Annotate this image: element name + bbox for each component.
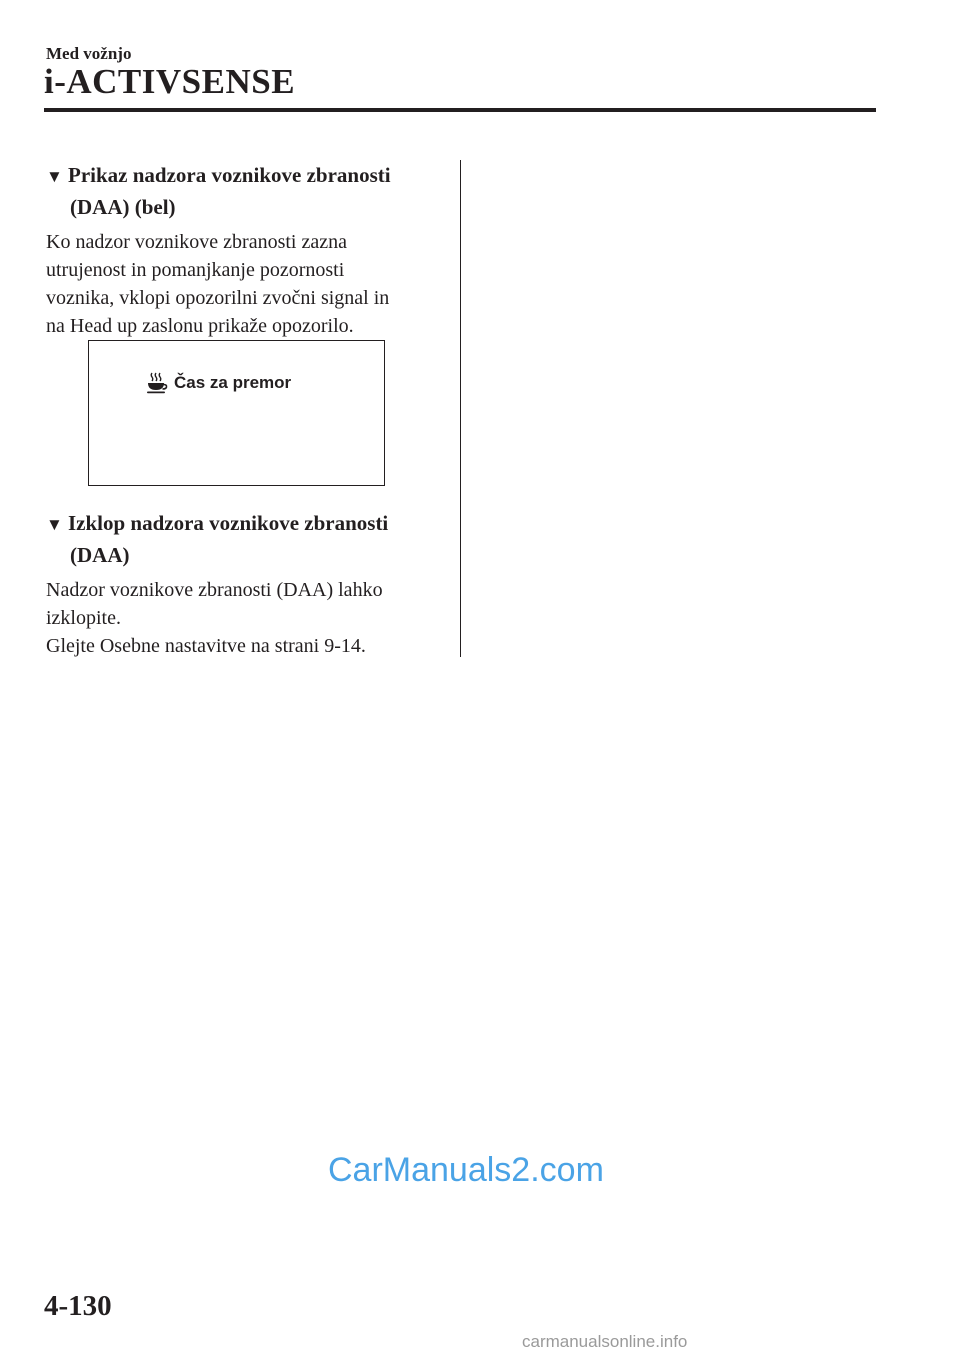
heading-daa-off xyxy=(46,508,388,570)
heading-line-1: Izklop nadzora voznikove zbranosti xyxy=(68,511,389,535)
coffee-cup-icon xyxy=(145,371,169,395)
hud-message-text: Čas za premor xyxy=(174,373,292,392)
watermark-text: CarManuals2.com xyxy=(328,1151,604,1189)
paragraph-daa-off xyxy=(46,576,446,660)
heading-line-2: (DAA) xyxy=(70,543,130,567)
triangle-marker-icon: ▼ xyxy=(46,515,63,534)
paragraph-line: voznika, vklopi opozorilni zvočni signal in xyxy=(46,287,390,309)
header-rule xyxy=(44,108,876,112)
paragraph-line: Glejte Osebne nastavitve na strani 9-14. xyxy=(46,635,366,657)
footer-site: carmanualsonline.info xyxy=(522,1332,688,1351)
section-title: i-ACTIVSENSE xyxy=(44,62,296,101)
heading-daa-display xyxy=(46,160,391,222)
column-divider xyxy=(460,160,461,657)
paragraph-daa-display xyxy=(46,228,446,340)
paragraph-line: na Head up zaslonu prikaže opozorilo. xyxy=(46,315,354,337)
heading-line-2: (DAA) (bel) xyxy=(70,195,176,219)
heading-line-1: Prikaz nadzora voznikove zbranosti xyxy=(68,163,391,187)
paragraph-line: Nadzor voznikove zbranosti (DAA) lahko xyxy=(46,579,383,601)
page-number: 4-130 xyxy=(44,1290,112,1322)
chapter-title: Med vožnjo xyxy=(46,44,132,63)
hud-display-illustration xyxy=(88,340,385,486)
paragraph-line: izklopite. xyxy=(46,607,121,629)
triangle-marker-icon: ▼ xyxy=(46,167,63,186)
paragraph-line: Ko nadzor voznikove zbranosti zazna xyxy=(46,231,347,253)
paragraph-line: utrujenost in pomanjkanje pozornosti xyxy=(46,259,345,281)
hud-message xyxy=(145,371,291,395)
